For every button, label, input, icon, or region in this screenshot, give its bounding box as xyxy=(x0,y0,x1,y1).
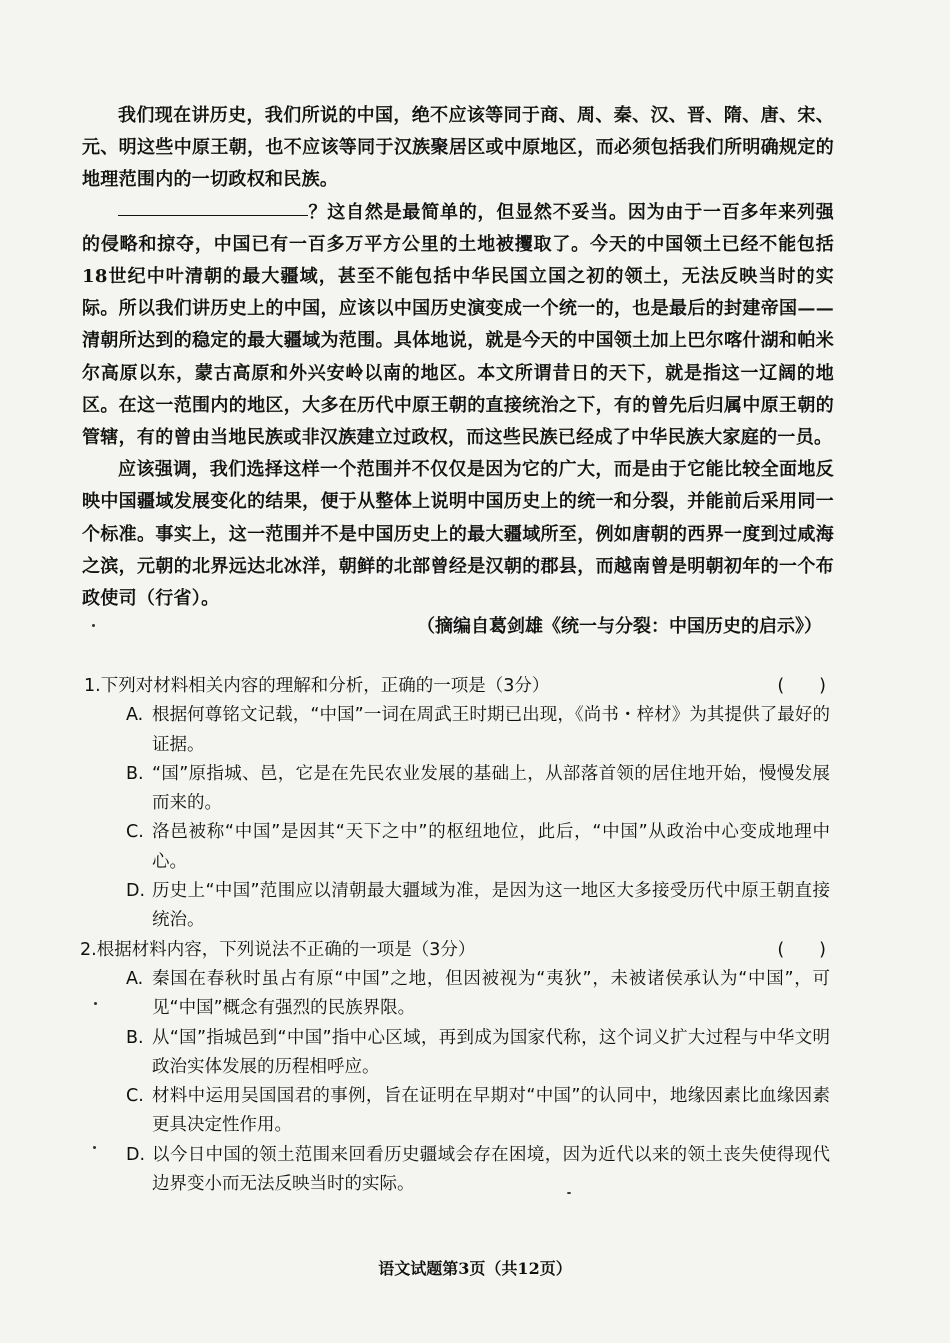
option-text: 根据何尊铭文记载，“中国”一词在周武王时期已出现，《尚书・梓材》为其提供了最好的证据。 xyxy=(152,705,830,755)
scan-speck xyxy=(94,1002,97,1005)
scan-speck xyxy=(567,1192,571,1194)
option-text: 历史上“中国”范围应以清朝最大疆域为准，是因为这一地区大多接受历代中原王朝直接统治。 xyxy=(152,881,830,931)
scan-speck xyxy=(92,624,95,627)
option-letter: B. xyxy=(126,763,144,784)
question-2-stem-text: 2.根据材料内容，下列说法不正确的一项是（3分） xyxy=(80,939,476,960)
option-letter: A. xyxy=(126,968,144,989)
scan-speck xyxy=(93,1146,96,1149)
question-1-stem xyxy=(84,672,830,701)
option-letter: D. xyxy=(126,1144,146,1165)
question-1-option-a xyxy=(84,701,830,760)
option-text: 材料中运用吴国国君的事例，旨在证明在早期对“中国”的认同中，地缘因素比血缘因素更具决定性作用。 xyxy=(152,1086,830,1136)
option-text: 秦国在春秋时虽占有原“中国”之地，但因被视为“夷狄”，未被诸侯承认为“中国”，可见“中国”概念有强烈的民族界限。 xyxy=(152,968,830,1019)
passage-paragraph-2 xyxy=(82,197,834,455)
option-letter: D. xyxy=(126,881,146,902)
option-letter: B. xyxy=(126,1027,144,1048)
question-2-option-b xyxy=(84,1024,830,1083)
question-1-stem-text: 1.下列对材料相关内容的理解和分析，正确的一项是（3分） xyxy=(84,676,550,696)
question-1-option-b xyxy=(84,760,830,819)
passage-paragraph-2-text: ？这自然是最简单的，但显然不妥当。因为由于一百多年来列强的侵略和掠夺，中国已有一百多万平方公里的土地被攫取了。今天的中国领土已经不能包括18世纪中叶清朝的最大疆域，甚至不能包括中华民国立国之初的领土，无法反映当时的实际。所以我们讲历史上的中国，应该以中国历史演变成一个统一的，也是最后的封建帝国——清朝所达到的稳定的最大疆域为范围。具体地说，就是今天的中国领土加上巴尔喀什湖和帕米尔高原以东，蒙古高原和外兴安岭以南的地区。本文所谓昔日的天下，就是指这一辽阔的地区。在这一范围内的地区，大多在历代中原王朝的直接统治之下，有的曾先后归属中原王朝的管辖，有的曾由当地民族或非汉族建立过政权，而这些民族已经成了中华民族大家庭的一员。 xyxy=(82,201,834,449)
page-footer: 语文试题第3页（共12页） xyxy=(378,1259,572,1278)
question-2-option-a xyxy=(84,965,830,1024)
questions-section xyxy=(80,672,830,1199)
fill-in-blank xyxy=(118,214,308,216)
question-1-answer-bracket: ( ) xyxy=(777,676,826,696)
reading-passage xyxy=(82,100,834,615)
passage-source: （摘编自葛剑雄《统一与分裂：中国历史的启示》） xyxy=(417,616,822,637)
question-1-option-d xyxy=(84,877,830,936)
question-1 xyxy=(84,672,830,936)
question-2-stem xyxy=(80,936,830,965)
option-letter: C. xyxy=(126,1086,144,1107)
question-2-option-c xyxy=(84,1082,830,1141)
passage-paragraph-3: 应该强调，我们选择这样一个范围并不仅仅是因为它的广大，而是由于它能比较全面地反映中国疆域发展变化的结果，便于从整体上说明中国历史上的统一和分裂，并能前后采用同一个标准。事实上，这一范围并不是中国历史上的最大疆域所至，例如唐朝的西界一度到过咸海之滨，元朝的北界远达北冰洋，朝鲜的北部曾经是汉朝的郡县，而越南曾是明朝初年的一个布政使司（行省）。 xyxy=(82,459,834,610)
question-1-option-c xyxy=(84,818,830,877)
option-text: 以今日中国的领土范围来回看历史疆域会存在困境，因为近代以来的领土丧失使得现代边界变小而无法反映当时的实际。 xyxy=(152,1144,830,1195)
option-text: 洛邑被称“中国”是因其“天下之中”的枢纽地位，此后，“中国”从政治中心变成地理中心。 xyxy=(152,822,830,872)
option-text: 从“国”指城邑到“中国”指中心区域，再到成为国家代称，这个词义扩大过程与中华文明政治实体发展的历程相呼应。 xyxy=(152,1027,830,1077)
option-text: “国”原指城、邑，它是在先民农业发展的基础上，从部落首领的居住地开始，慢慢发展而来的。 xyxy=(152,763,830,814)
question-2-answer-bracket: ( ) xyxy=(777,939,826,960)
passage-paragraph-1: 我们现在讲历史，我们所说的中国，绝不应该等同于商、周、秦、汉、晋、隋、唐、宋、元、明这些中原王朝，也不应该等同于汉族聚居区或中原地区，而必须包括我们所明确规定的地理范围内的一切政权和民族。 xyxy=(82,105,834,191)
question-2-option-d xyxy=(84,1141,830,1200)
option-letter: C. xyxy=(126,822,144,843)
option-letter: A. xyxy=(126,705,144,726)
question-2 xyxy=(80,936,830,1200)
